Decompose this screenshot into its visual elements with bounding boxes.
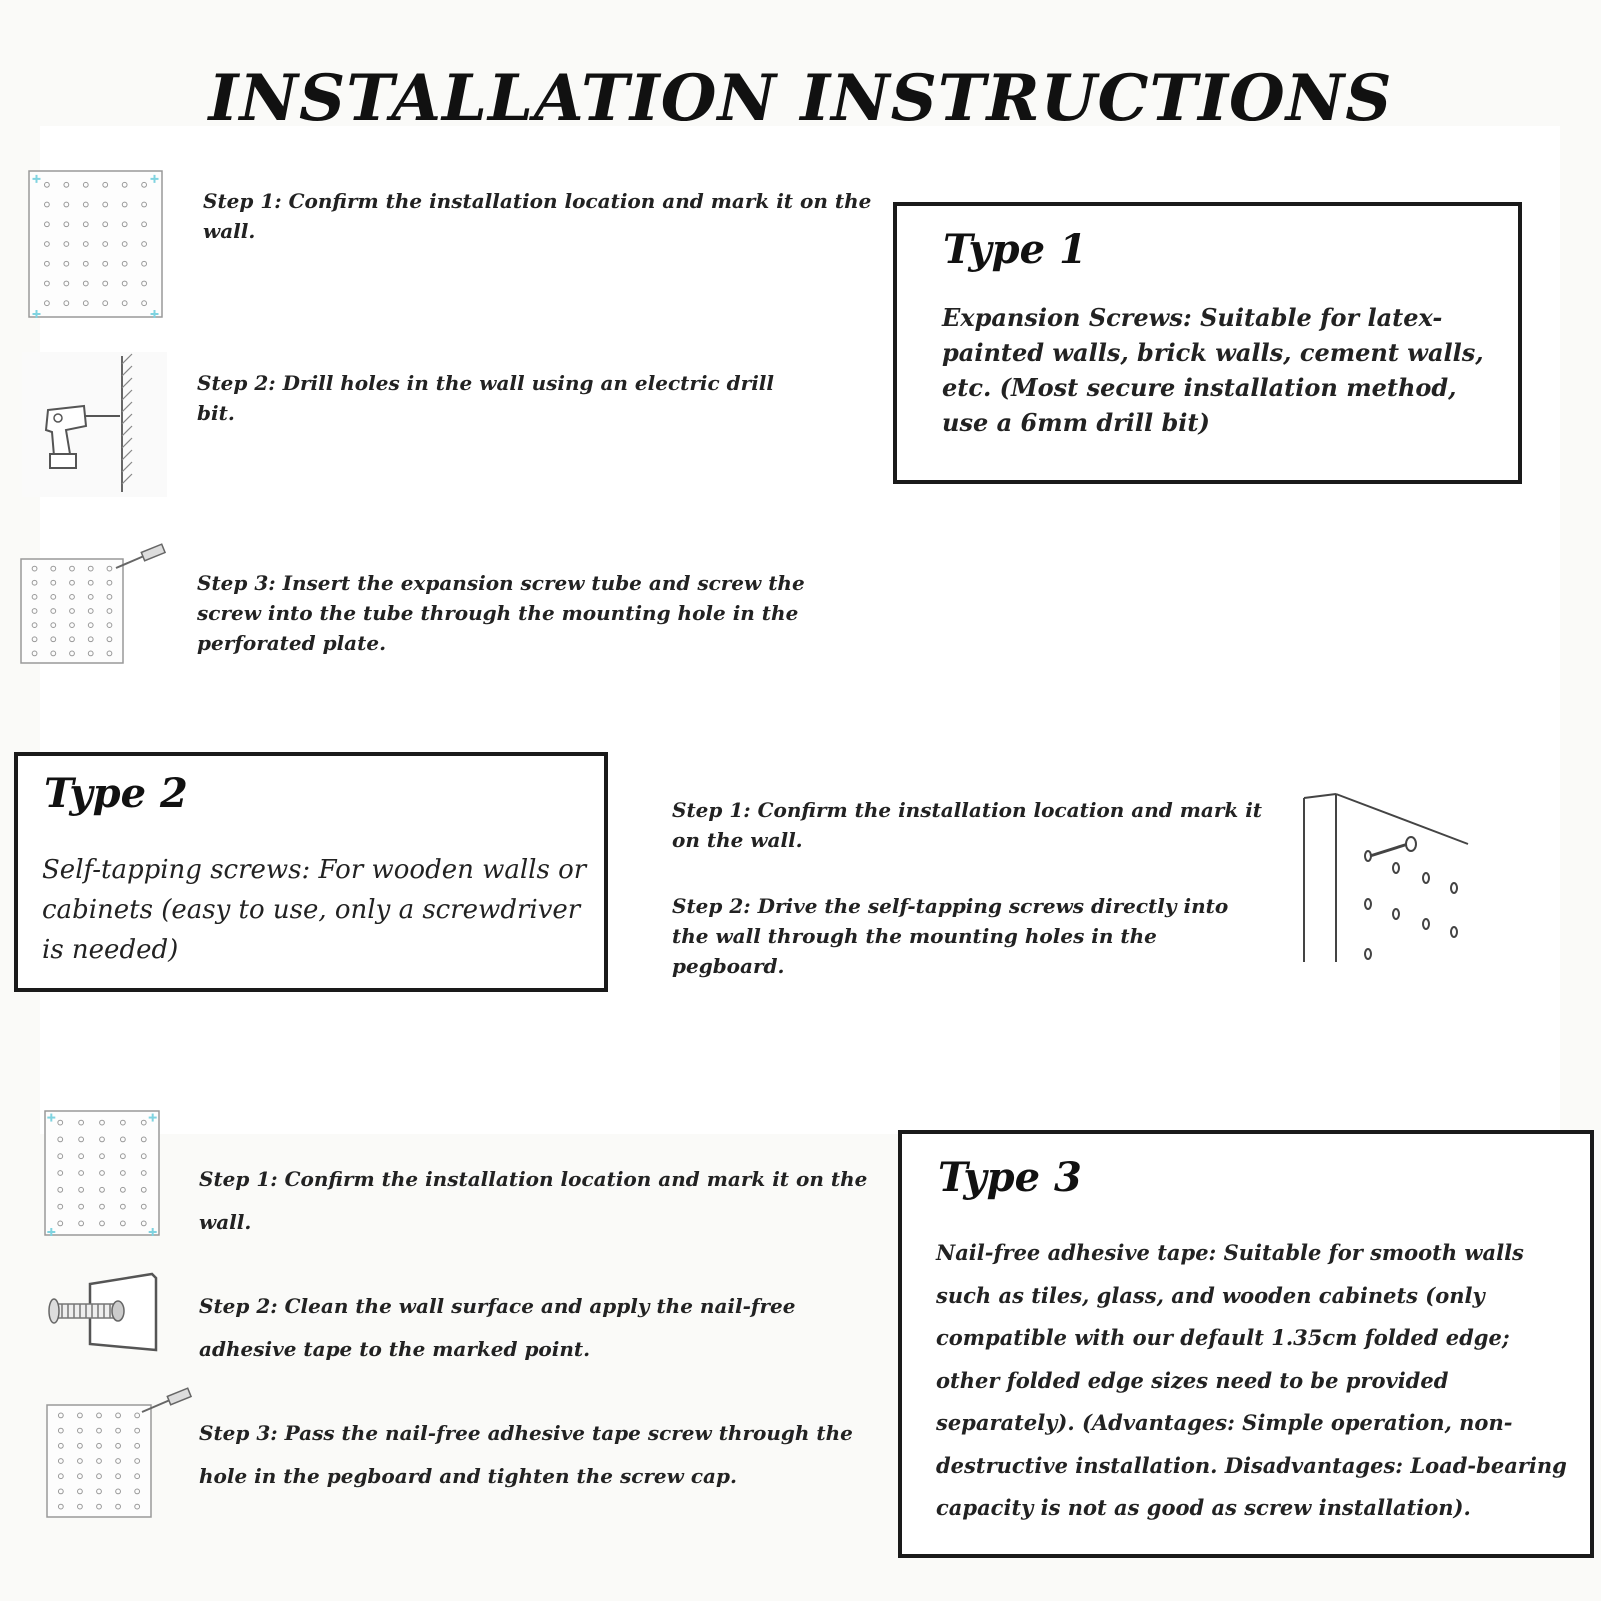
screwdriver-icon [140,1388,192,1416]
type3-box [898,1130,1594,1558]
drill-icon [22,352,167,497]
type1-step3: Step 3: Insert the expansion screw tube and screw the screw into the tube through the mounting hole in the perforated plate. [197,571,805,655]
type2-step1: Step 1: Confirm the installation location and mark it on the wall. [672,798,1263,852]
page-title: INSTALLATION INSTRUCTIONS [208,60,1393,136]
type1-description: Expansion Screws: Suitable for latex-painted walls, brick walls, cement walls, etc. (Most secure installation method, use a 6mm drill bit) [942,303,1484,437]
type2-box [14,752,608,992]
adhesive-tape-icon [44,1266,164,1362]
type1-heading: Type 1 [943,226,1087,273]
pegboard-marked-icon [44,1110,160,1236]
type1-box [893,202,1522,484]
type2-description: Self-tapping screws: For wooden walls or cabinets (easy to use, only a screwdriver is needed) [42,855,587,965]
screwdriver-icon [114,544,166,572]
pegboard-screw-icon [20,558,124,664]
type3-heading: Type 3 [938,1154,1082,1201]
pegboard-marked-icon [28,170,163,318]
type2-step2: Step 2: Drive the self-tapping screws directly into the wall through the mounting holes in the pegboard. [672,894,1229,978]
type1-step1: Step 1: Confirm the installation location and mark it on the wall. [203,189,872,243]
type3-step3: Step 3: Pass the nail-free adhesive tape screw through the hole in the pegboard and tighten the screw cap. [199,1421,853,1488]
pegboard-screw-icon [46,1404,152,1518]
type1-step2: Step 2: Drill holes in the wall using an electric drill bit. [197,371,774,425]
type3-step1: Step 1: Confirm the installation location and mark it on the wall. [199,1167,868,1234]
wall-screw-icon [1300,790,1475,970]
type3-step2: Step 2: Clean the wall surface and apply the nail-free adhesive tape to the marked point. [199,1294,796,1361]
type2-heading: Type 2 [44,770,188,817]
type3-description: Nail-free adhesive tape: Suitable for smooth walls such as tiles, glass, and wooden cabinets (only compatible with our default 1.35cm folded edge; other folded edge sizes need to be provided separately). (Advantages: Simple operation, non-destructive installation. Disadvantages: Load-bearing capacity is not as good as screw installation). [936,1240,1567,1520]
